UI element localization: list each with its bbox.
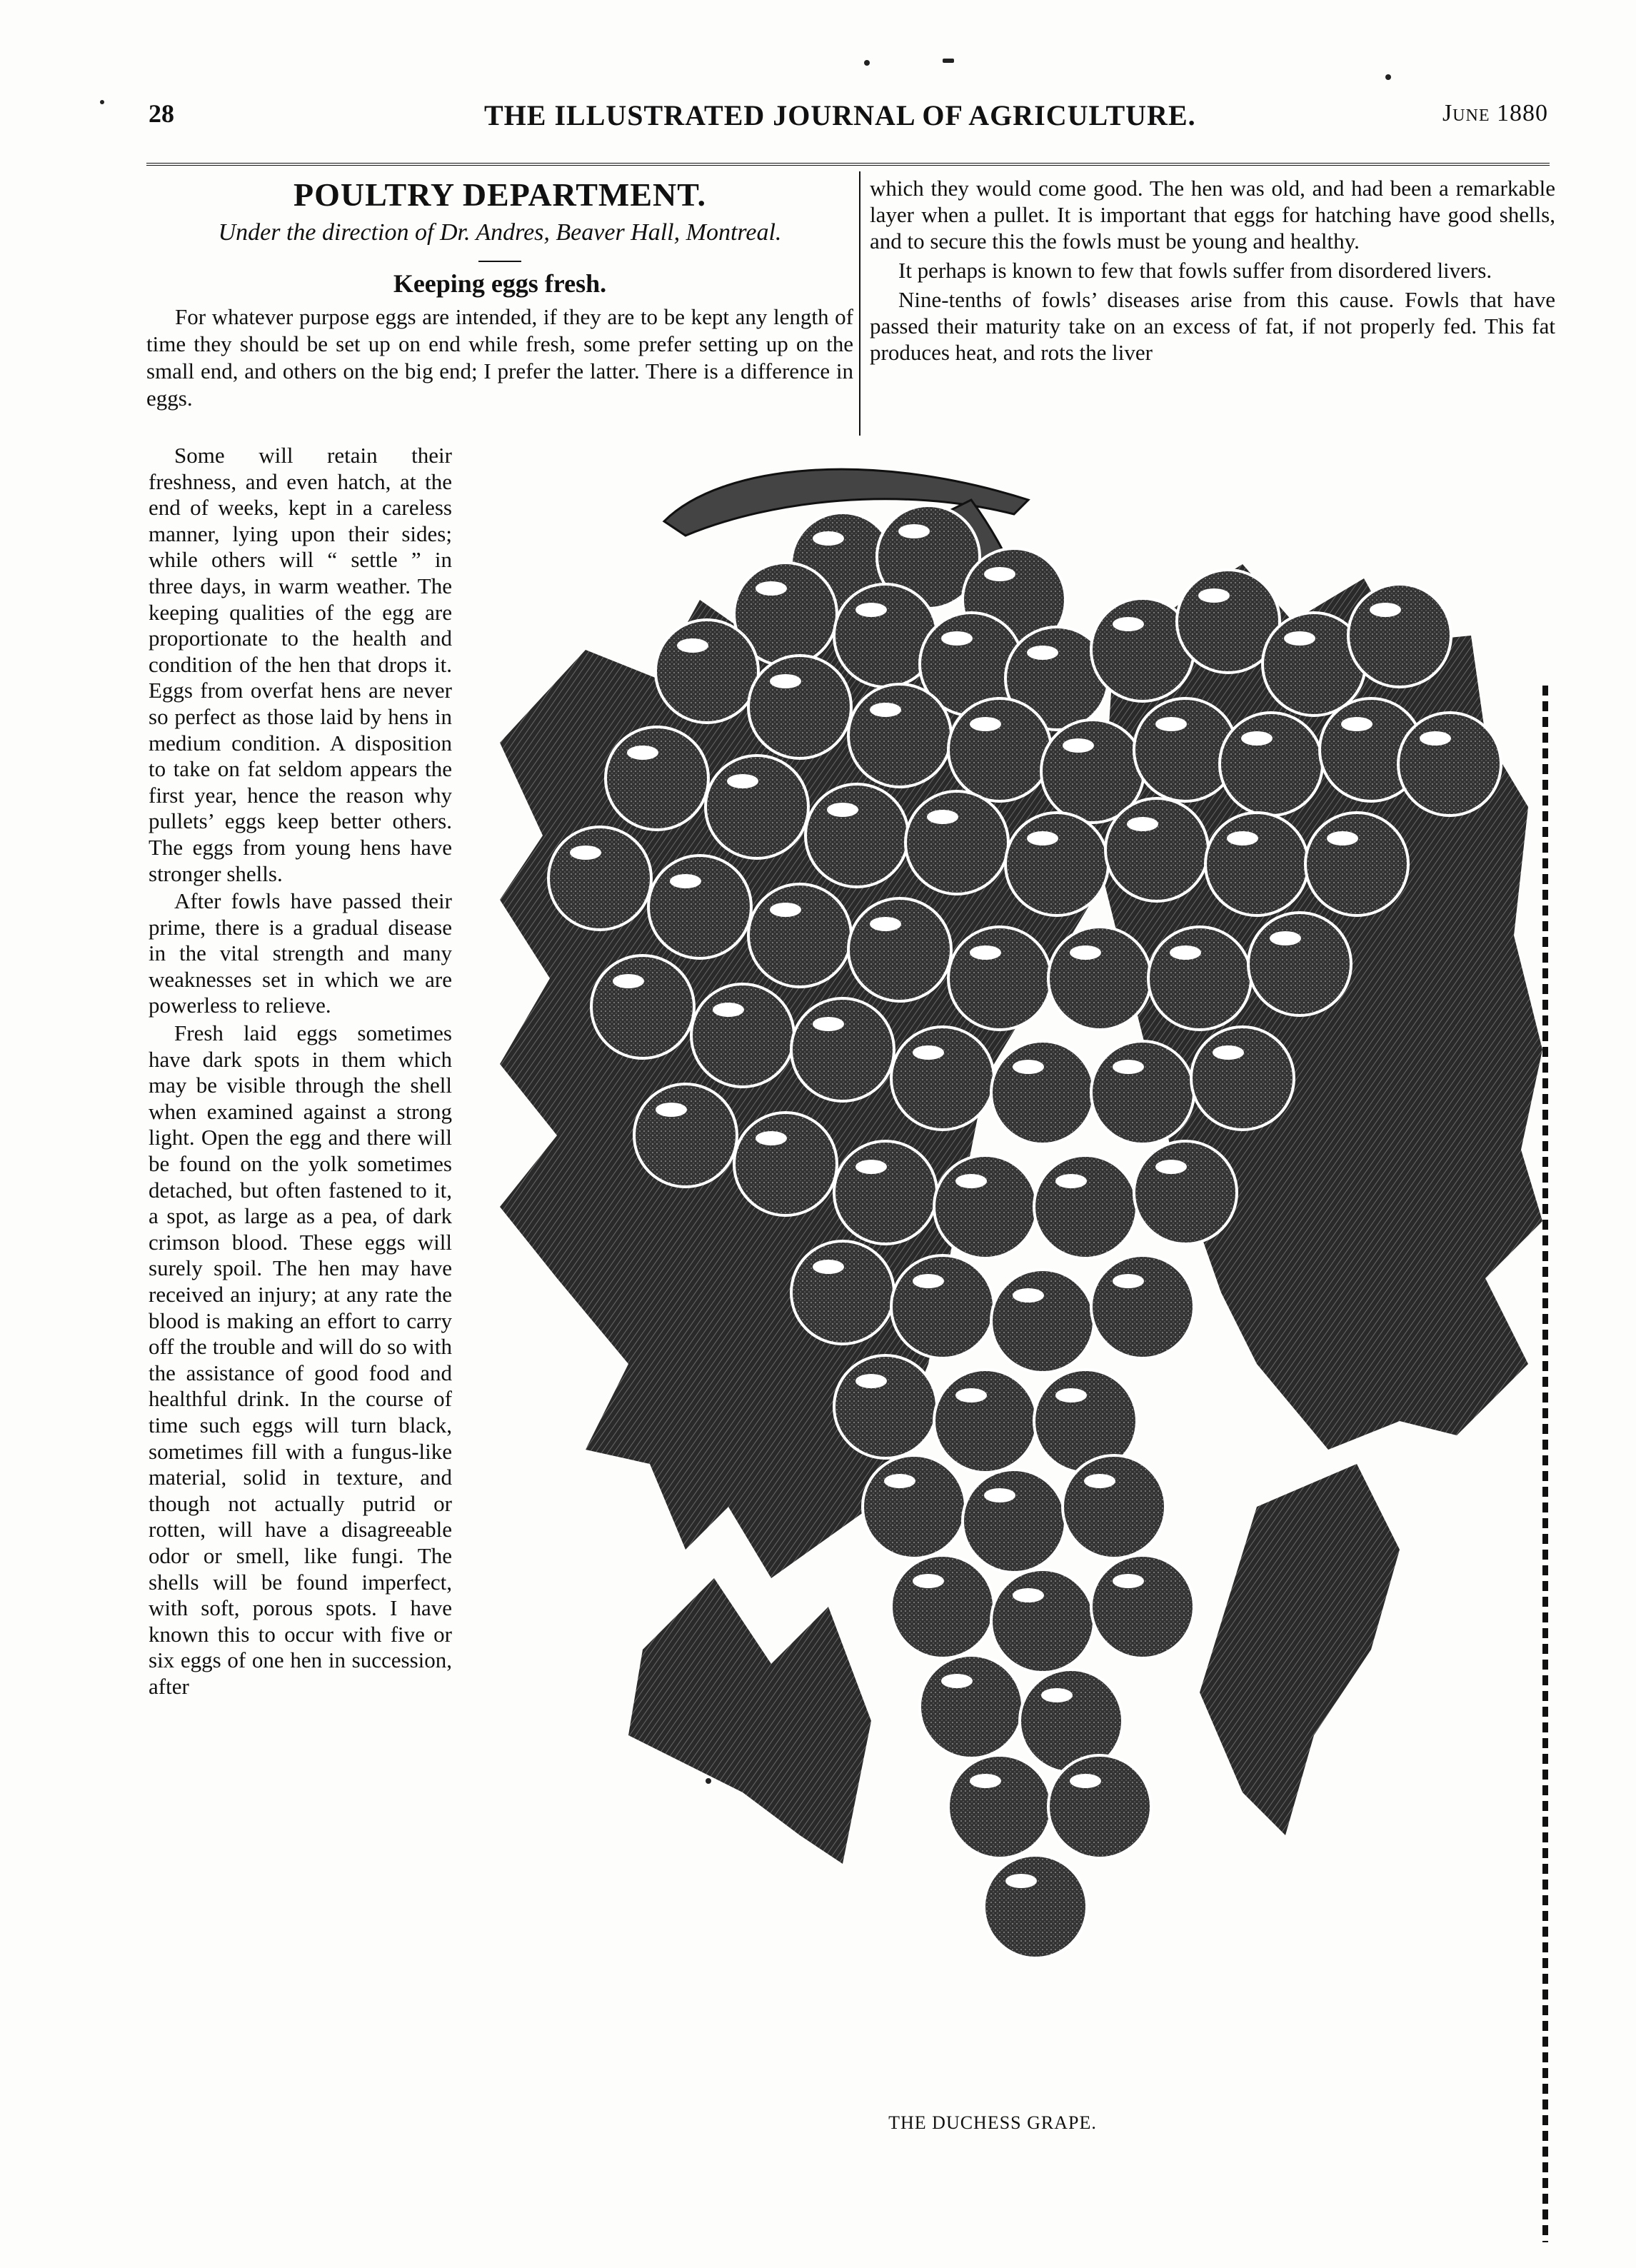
grape-highlight (827, 803, 858, 817)
right-paragraph: which they would come good. The hen was old, and had been a remarkable layer when a pullet. It is important that eggs for hatching have good shells, and to secure this the fowls must be young and healthy. (870, 176, 1555, 254)
page-number: 28 (149, 99, 174, 128)
grape-berry (1091, 1041, 1194, 1144)
grape-berry (656, 620, 758, 723)
grape-highlight (627, 746, 658, 760)
grape-berry (791, 998, 894, 1101)
grape-highlight (1155, 717, 1187, 731)
grape-highlight (713, 1003, 744, 1017)
article-intro-paragraph: For whatever purpose eggs are intended, if they are to be kept any length of time they should be set up on end while fresh, some prefer setting up on the small end, and others on the big end; I prefer the latter. There is a difference in eggs. (146, 304, 853, 411)
grape-highlight (1170, 945, 1201, 960)
grape-highlight (677, 638, 708, 653)
grape-berry (1398, 713, 1501, 816)
grape-highlight (970, 945, 1001, 960)
grape-leaf (628, 1578, 871, 1864)
grape-highlight (927, 810, 958, 824)
right-paragraph: It perhaps is known to few that fowls suffer from disordered livers. (898, 258, 1492, 283)
poultry-department-header (146, 175, 853, 412)
print-speck (864, 60, 870, 66)
grape-berry (891, 1027, 994, 1130)
grape-highlight (1420, 731, 1451, 746)
right-column-text (870, 175, 1555, 366)
grape-highlight (1213, 1045, 1244, 1060)
grape-highlight (1013, 1288, 1044, 1303)
grape-highlight (756, 581, 787, 596)
grape-highlight (855, 1374, 887, 1388)
grape-highlight (941, 1674, 973, 1688)
grape-berry (948, 1755, 1051, 1858)
grape-berry (1348, 584, 1451, 687)
grape-highlight (1027, 646, 1058, 660)
grape-berry (920, 1655, 1023, 1758)
grape-highlight (770, 674, 801, 688)
grape-highlight (913, 1274, 944, 1288)
grape-highlight (870, 917, 901, 931)
duchess-grape-illustration (471, 436, 1553, 2099)
grape-berry (1005, 813, 1108, 915)
grape-engraving (471, 436, 1553, 2099)
narrow-paragraph: After fowls have passed their prime, there is a gradual disease in the vital strength and many weaknesses set in which we are powerless to relieve. (149, 888, 452, 1018)
print-speck (706, 1778, 711, 1784)
grape-leaf (1200, 1464, 1400, 1835)
grape-highlight (1113, 1574, 1144, 1588)
grape-highlight (855, 1160, 887, 1174)
journal-title: THE ILLUSTRATED JOURNAL OF AGRICULTURE. (484, 99, 1196, 131)
grape-berry (748, 656, 851, 758)
grape-berry (963, 1470, 1065, 1572)
narrow-paragraph: Fresh laid eggs sometimes have dark spots in them which may be visible through the shell when examined against a strong light. Open the egg and there will be found on the yolk sometimes detached, but often fastened to it, a spot, as large as a pea, of dark crimson blood. These eggs will surely spoil. The hen may have received an injury; at any rate the blood is making an effort to carry off the trouble and will do so with the assistance of good food and healthful drink. In the course of time such eggs will turn black, sometimes fill with a fungus-like material, solid in texture, and though not actually putrid or rotten, will have a disagreeable odor or smell, like fungi. The shells will be found imperfect, with soft, porous spots. I have known this to occur with five or six eggs of one hen in succession, after (149, 1020, 452, 1699)
grape-berry (1134, 1141, 1237, 1244)
grape-berry (1105, 798, 1208, 901)
print-speck (1385, 74, 1391, 80)
grape-highlight (1341, 717, 1372, 731)
grape-highlight (813, 531, 844, 546)
grape-berry (634, 1084, 737, 1187)
grape-berry (548, 827, 651, 930)
grape-highlight (955, 1174, 987, 1188)
grape-highlight (813, 1260, 844, 1274)
grape-highlight (955, 1388, 987, 1403)
grape-berry (591, 955, 694, 1058)
grape-highlight (1013, 1060, 1044, 1074)
grape-highlight (970, 717, 1001, 731)
department-subtitle: Under the direction of Dr. Andres, Beaver Hall, Montreal. (218, 219, 782, 246)
running-head (149, 99, 1548, 141)
grape-highlight (1055, 1174, 1087, 1188)
grape-highlight (913, 1045, 944, 1060)
margin-rule (1542, 686, 1548, 2242)
grape-berry (1063, 1455, 1165, 1558)
grape-berry (948, 698, 1051, 801)
grape-berry (991, 1270, 1094, 1373)
grape-berry (834, 1355, 937, 1458)
grape-berry (863, 1455, 965, 1558)
grape-highlight (870, 703, 901, 717)
narrow-paragraph: Some will retain their freshness, and even hatch, at the end of weeks, kept in a careless manner, lying upon their sides; while others will “ settle ” in three days, in warm weather. The keeping qualities of the egg are proportionate to the health and condition of the hen that drops it. Eggs from overfat hens are never so perfect as those laid by hens in medium condition. A disposition to take on fat seldom appears the first year, hence the reason why pullets’ eggs keep better others. The eggs from young hens have stronger shells. (149, 443, 452, 886)
column-divider (859, 171, 860, 436)
grape-highlight (984, 1488, 1015, 1502)
grape-highlight (1198, 588, 1230, 603)
grape-berry (848, 898, 951, 1001)
grape-berry (984, 1855, 1087, 1958)
grape-highlight (1370, 603, 1401, 617)
grape-highlight (1127, 817, 1158, 831)
grape-highlight (1070, 1774, 1101, 1788)
print-speck (943, 59, 954, 63)
grape-highlight (941, 631, 973, 646)
grape-berry (1034, 1155, 1137, 1258)
grape-highlight (1227, 831, 1258, 846)
grape-berry (1091, 1255, 1194, 1358)
section-divider (478, 261, 521, 262)
grape-highlight (898, 524, 930, 538)
grape-berry (706, 756, 808, 858)
grape-highlight (1055, 1388, 1087, 1403)
grape-highlight (970, 1774, 1001, 1788)
grape-berry (734, 1113, 837, 1215)
grape-highlight (613, 974, 644, 988)
grape-highlight (1005, 1874, 1037, 1888)
grape-highlight (1270, 931, 1301, 945)
grape-berry (1248, 913, 1351, 1015)
right-paragraph: Nine-tenths of fowls’ diseases arise from this cause. Fowls that have passed their maturity take on an excess of fat, if not properly fed. This fat produces heat, and rots the liver (870, 287, 1555, 365)
grape-berry (1191, 1027, 1294, 1130)
header-rule (146, 163, 1550, 166)
grape-highlight (1284, 631, 1315, 646)
department-title: POULTRY DEPARTMENT. (293, 176, 707, 213)
grape-berry (891, 1555, 994, 1658)
grape-highlight (656, 1103, 687, 1117)
grape-highlight (1041, 1688, 1073, 1702)
grape-highlight (884, 1474, 915, 1488)
narrow-column-text (149, 443, 452, 1700)
grape-berry (806, 784, 908, 887)
grape-berry (848, 684, 951, 787)
grape-highlight (1113, 1274, 1144, 1288)
grape-highlight (670, 874, 701, 888)
grape-highlight (1070, 945, 1101, 960)
grape-highlight (756, 1131, 787, 1145)
grape-berry (1205, 813, 1308, 915)
grape-berry (648, 855, 751, 958)
grape-highlight (1063, 738, 1094, 753)
grape-berry (991, 1570, 1094, 1672)
grape-berry (1305, 813, 1408, 915)
grape-highlight (913, 1574, 944, 1588)
grape-berry (1148, 927, 1251, 1030)
grape-highlight (984, 567, 1015, 581)
grape-berry (948, 927, 1051, 1030)
grape-berry (934, 1155, 1037, 1258)
grape-berry (834, 1141, 937, 1244)
issue-date: June 1880 (1442, 100, 1548, 126)
grape-highlight (855, 603, 887, 617)
grape-highlight (1155, 1160, 1187, 1174)
grape-highlight (727, 774, 758, 788)
grape-berry (905, 791, 1008, 894)
grape-berry (1048, 1755, 1151, 1858)
grape-highlight (1013, 1588, 1044, 1602)
grape-highlight (770, 903, 801, 917)
grape-berry (791, 1241, 894, 1344)
grape-highlight (1027, 831, 1058, 846)
grape-highlight (1113, 617, 1144, 631)
grape-berry (606, 727, 708, 830)
grape-berry (748, 884, 851, 987)
grape-berry (891, 1255, 994, 1358)
print-speck (100, 100, 104, 104)
grape-highlight (1327, 831, 1358, 846)
grape-berry (1220, 713, 1323, 816)
article-title: Keeping eggs fresh. (393, 269, 607, 298)
grape-berry (1048, 927, 1151, 1030)
grape-berry (934, 1370, 1037, 1472)
grape-highlight (1241, 731, 1273, 746)
grape-highlight (813, 1017, 844, 1031)
grape-berry (691, 984, 794, 1087)
grape-highlight (1084, 1474, 1115, 1488)
figure-caption: THE DUCHESS GRAPE. (888, 2112, 1097, 2133)
grape-highlight (570, 846, 601, 860)
grape-highlight (1113, 1060, 1144, 1074)
grape-berry (1091, 1555, 1194, 1658)
grape-berry (991, 1041, 1094, 1144)
